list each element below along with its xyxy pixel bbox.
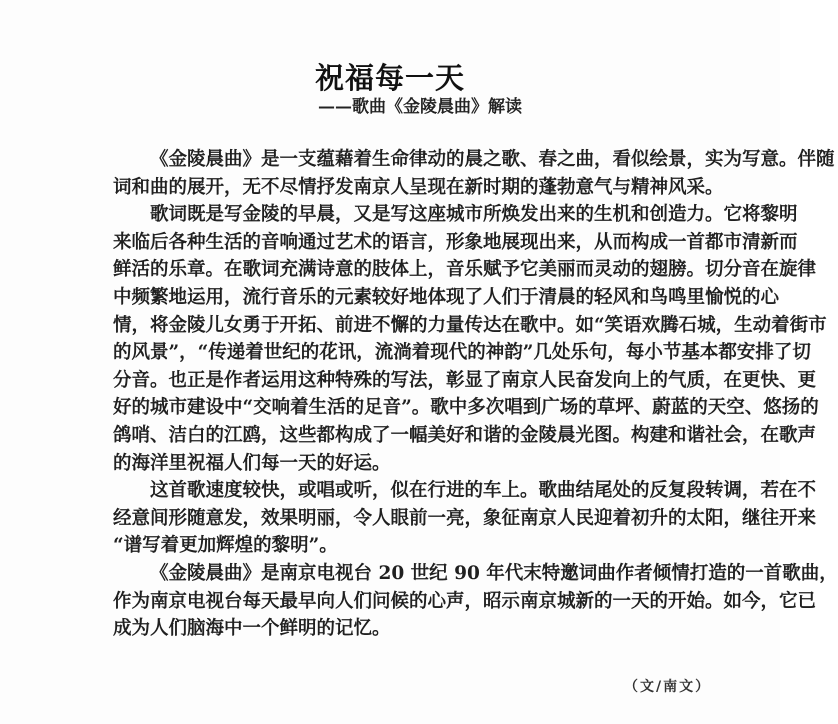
paragraph-2 <box>76 201 827 477</box>
text-line: 词和曲的展开，无不尽情抒发南京人呈现在新时期的蓬勃意气与精神风采。 <box>113 176 724 198</box>
text-line: 《金陵晨曲》是一支蕴藉着生命律动的晨之歌、春之曲，看似绘景，实为写意。伴随 <box>150 149 835 170</box>
text-line: “谱写着更加辉煌的黎明”。 <box>113 535 338 557</box>
text-line: 这首歌速度较快，或唱或听，似在行进的车上。歌曲结尾处的反复段转调，若在不 <box>150 480 817 502</box>
text-line: 歌词既是写金陵的早晨，又是写这座城市所焕发出来的生机和创造力。它将黎明 <box>150 204 798 226</box>
text-line: 情，将金陵儿女勇于开拓、前进不懈的力量传达在歌中。如“笑语欢腾石城，生动着街市 <box>113 314 827 336</box>
article-body <box>76 146 838 643</box>
text-line: 作为南京电视台每天最早向人们问候的心声，昭示南京城新的一天的开始。如今，它已 <box>113 590 817 612</box>
text-line: 鲜活的乐章。在歌词充满诗意的肢体上，音乐赋予它美丽而灵动的翅膀。切分音在旋律 <box>113 259 817 281</box>
paragraph-4 <box>76 560 838 643</box>
paragraph-3 <box>76 477 817 560</box>
text-line: 的海洋里祝福人们每一天的好运。 <box>113 452 391 474</box>
text-line: 成为人们脑海中一个鲜明的记忆。 <box>113 618 391 640</box>
text-line: 分音。也正是作者运用这种特殊的写法，彰显了南京人民奋发向上的气质，在更快、更 <box>113 369 817 391</box>
text-line: 中频繁地运用，流行音乐的元素较好地体现了人们于清晨的轻风和鸟鸣里愉悦的心 <box>113 286 780 308</box>
text-line: 来临后各种生活的音响通过艺术的语言，形象地展现出来，从而构成一首都市清新而 <box>113 231 798 253</box>
text-line: 好的城市建设中“交响着生活的足音”。歌中多次唱到广场的草坪、蔚蓝的天空、悠扬的 <box>113 397 819 419</box>
author-signature: （文/南文） <box>624 679 712 695</box>
article-subtitle: ——歌曲《金陵晨曲》解读 <box>318 97 522 117</box>
text-line: 鸽哨、洁白的江鸥，这些都构成了一幅美好和谐的金陵晨光图。构建和谐社会，在歌声 <box>113 424 817 446</box>
text-line: 经意间形随意发，效果明丽，令人眼前一亮，象征南京人民迎着初升的太阳，继往开来 <box>113 507 817 529</box>
text-line: 《金陵晨曲》是南京电视台 20 世纪 90 年代末特邀词曲作者倾情打造的一首歌曲， <box>150 562 838 584</box>
paragraph-1 <box>76 146 835 201</box>
text-line: 的风景”，“传递着世纪的花讯，流淌着现代的神韵”几处乐句，每小节基本都安排了切 <box>113 342 811 364</box>
article-title: 祝福每一天 <box>314 61 465 95</box>
